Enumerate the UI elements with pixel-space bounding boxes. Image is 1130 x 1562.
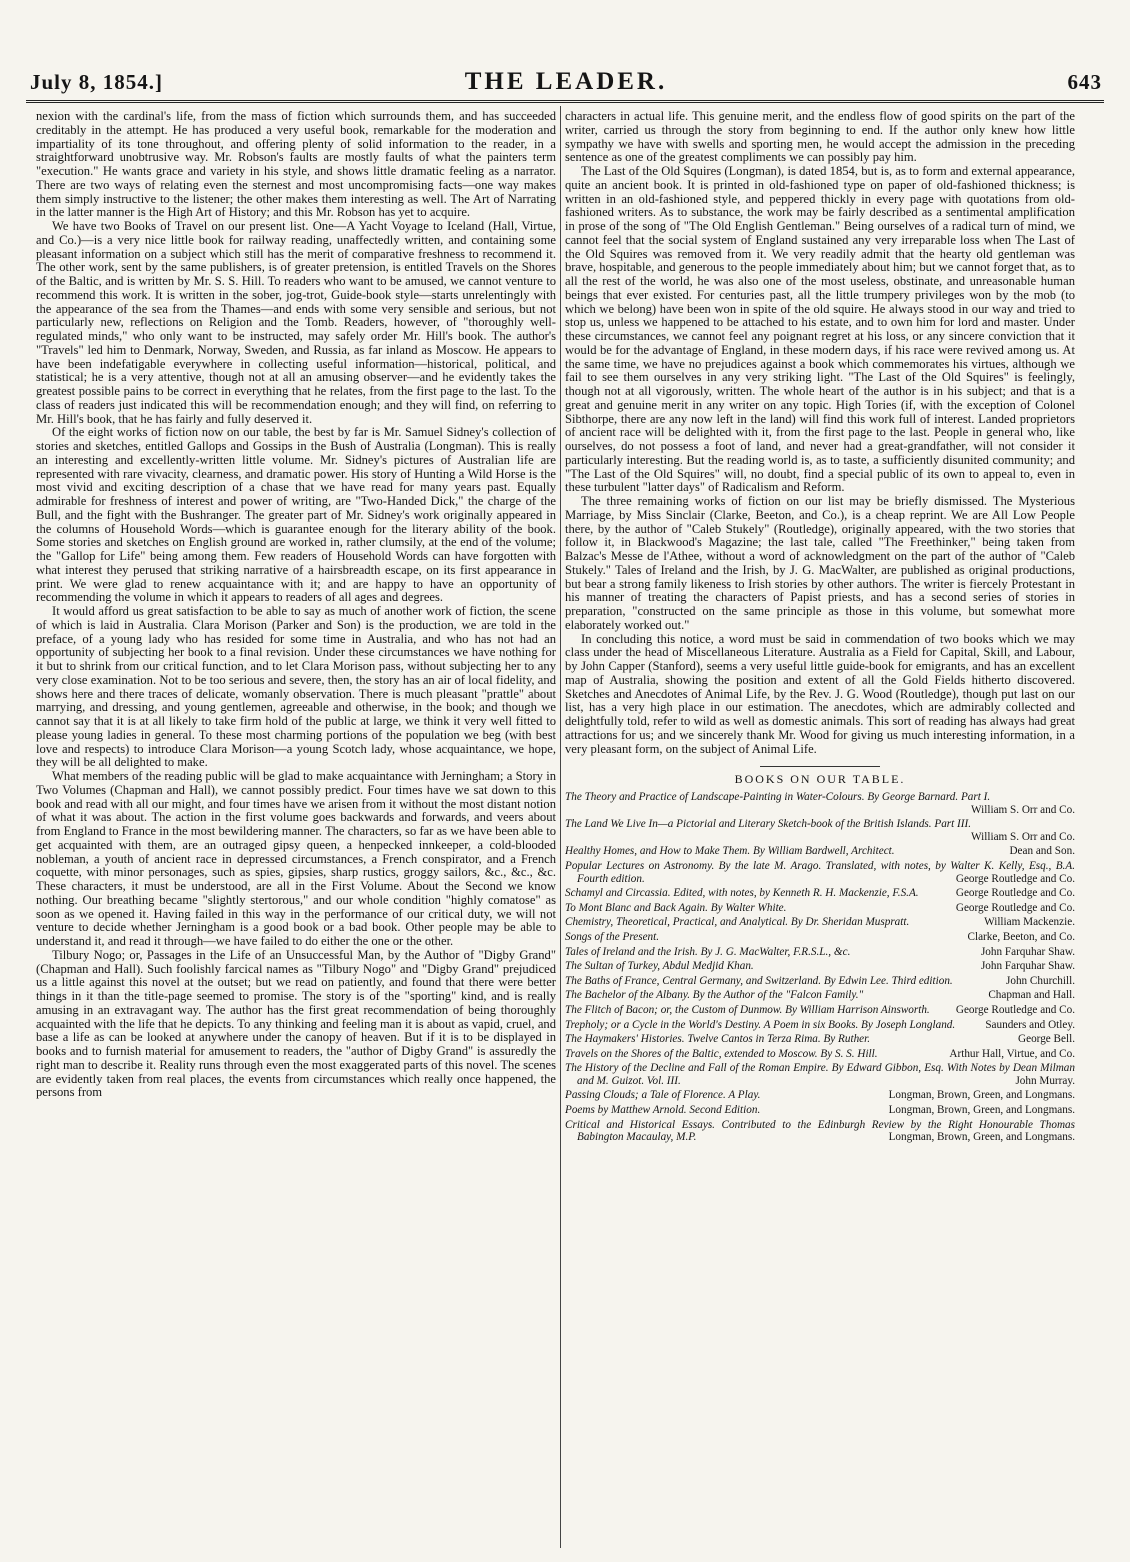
book-list-item: [565, 1019, 1075, 1032]
book-list-item: [565, 946, 1075, 959]
book-publisher: Longman, Brown, Green, and Longmans.: [888, 1131, 1075, 1144]
book-entry: Trepholy; or a Cycle in the World's Destiny. A Poem in six Books. By Joseph Longland.: [565, 1018, 956, 1031]
book-list-item: [565, 1048, 1075, 1061]
review-paragraph: Of the eight works of fiction now on our table, the best by far is Mr. Samuel Sidney's collection of stories and sketches, entitled Gallops and Gossips in the Bush of Australia (Longman). This is really an interesting and excellently-written little volume. Mr. Sidney's pictures of Australian life are represented with rare vivacity, clearness, and dramatic power. His story of Hunting a Wild Horse is the most vivid and exciting description of a chase that we have read for many years past. Equally admirable for freshness of interest and power of writing, are "Two-Handed Dick," the charge of the Bull, and the fight with the Bushranger. The greater part of Mr. Sidney's work originally appeared in the columns of Household Words—which is guarantee enough for the literary ability of the book. Some stories and sketches on English ground are worked in, rather clumsily, at the end of the volume; the "Gallop for Life" being among them. Few readers of Household Words can have forgotten with what interest they perused that striking narrative of a hairsbreadth escape, on its first appearance in print. We were glad to renew acquaintance with it; and are happy to have an opportunity of recommending the volume in which it appears to readers of all ages and degrees.: [36, 425, 556, 605]
book-publisher: Longman, Brown, Green, and Longmans.: [888, 1104, 1075, 1117]
book-entry: The History of the Decline and Fall of the Roman Empire. By Edward Gibbon, Esq. With Notes by Dean Milman and M. Guizot. Vol. III.: [565, 1062, 1075, 1087]
book-publisher: George Routledge and Co.: [955, 901, 1075, 914]
book-entry: The Theory and Practice of Landscape-Painting in Water-Colours. By George Barnard. Part I.: [565, 791, 991, 803]
review-paragraph: The Last of the Old Squires (Longman), is dated 1854, but is, as to form and external appearance, quite an ancient book. It is printed in old-fashioned type on paper of old-fashioned thickness; is written in an old-fashioned style, and peppered thickly in every page with quotations from old-fashioned writers. As to substance, the work may be fairly described as a sentimental amplification in prose of the song of "The Old English Gentleman." Being ourselves of a radical turn of mind, we cannot feel that the social system of England sustained any very irreparable loss when The Last of the Old Squires was removed from it. We very readily admit that the hearty old gentleman was brave, hospitable, and generous to the people immediately about him; but we cannot forget that, as to all the rest of the world, he was also one of the most useless, obstinate, and unreasonable human beings that ever existed. For centuries past, all the little trumpery privileges won by the mob (to which we belong) have been won in spite of the old squire. He always stood in our way and tried to stop us, unless we happened to be attached to his estate, and to own him for lord and master. Under these circumstances, we cannot feel any poignant regret at his loss, or any sincere conviction that it would be for the advantage of England, in these modern days, if his race were revived among us. At the same time, we have no prejudices against a book which commemorates his virtues, although we fail to see them ourselves in any very striking light. "The Last of the Old Squires" is feelingly, though not at all vigorously, written. The whole heart of the author is in his subject; and that is a great and genuine merit in any writer on any topic. High Tories (if, with the exception of Colonel Sibthorpe, there are any now left in the land) will find this work full of interest. Landed proprietors of ancient race will be delighted with it, from the first page to the last. People in general who, like ourselves, do not possess a foot of land, and never had a great-grandfather, will not consider it particularly interesting. But the reading world is, as to taste, a sufficiently disunited community; and "The Last of the Old Squires" will, no doubt, find a special public of its own to appeal to, even in these turbulent "latter days" of Radicalism and Reform.: [565, 164, 1075, 495]
book-list-item: [565, 989, 1075, 1002]
book-list-item: [565, 916, 1075, 929]
review-paragraph: We have two Books of Travel on our present list. One—A Yacht Voyage to Iceland (Hall, Virtue, and Co.)—is a very nice little book for railway reading, unaffectedly written, and containing some pleasant information on a subject which still has the merit of comparative freshness to recommend it. The other work, sent by the same publishers, is of greater pretension, is entitled Travels on the Shores of the Baltic, and is written by Mr. S. S. Hill. To readers who want to be amused, we cannot venture to recommend this work. It is written in the sober, jog-trot, Guide-book style—starts unrelentingly with the appearance of the sea from the Thames—and ends with some very sensible and serious, but not particularly new, reflections on Religion and the Tomb. Readers, however, of "thoroughly well-regulated minds," who only want to be instructed, may safely order Mr. Hill's book. The author's "Travels" led him to Denmark, Norway, Sweden, and Russia, as far inland as Moscow. He appears to have been indefatigable everywhere in collecting useful information—historical, political, and statistical; he is a very attentive, though not at all an amusing observer—and he evidently takes the greatest possible pains to be correct in everything that he relates, from the first page to the last. To the class of readers just indicated this will be recommendation enough; and they will find, on referring to Mr. Hill's book, that he has fairly and fully deserved it.: [36, 219, 556, 426]
book-list-item: [565, 960, 1075, 973]
masthead: [30, 70, 1102, 100]
book-entry: Healthy Homes, and How to Make Them. By William Bardwell, Architect.: [565, 845, 895, 858]
review-paragraph: characters in actual life. This genuine merit, and the endless flow of good spirits on the part of the writer, carried us through the story from beginning to end. If the author only knew how little sympathy we have with swells and sporting men, he would accept the admission in the preceding sentence as one of the greatest compliments we can possibly pay him.: [565, 110, 1075, 165]
books-section-heading: BOOKS ON OUR TABLE.: [734, 772, 906, 787]
book-entry: The Baths of France, Central Germany, and Switzerland. By Edwin Lee. Third edition.: [565, 974, 953, 987]
book-publisher: Arthur Hall, Virtue, and Co.: [949, 1047, 1075, 1060]
book-publisher: William Mackenzie.: [984, 916, 1075, 929]
book-entry: The Land We Live In—a Pictorial and Literary Sketch-book of the British Islands. Part III.: [565, 818, 972, 831]
book-entry: The Flitch of Bacon; or, the Custom of Dunmow. By William Harrison Ainsworth.: [565, 1003, 930, 1016]
review-paragraph: What members of the reading public will be glad to make acquaintance with Jerningham; a Story in Two Volumes (Chapman and Hall), we cannot possibly predict. Four times have we sat down to this book and read with all our might, and four times have we arisen from it without the most distant notion of what it was about. The action in the first volume goes backwards and forwards, and veers about from England to France in the most bewildering manner. The characters, so far as we have been able to get acquainted with them, are an outraged gipsy queen, a henpecked innkeeper, a cold-blooded nobleman, a youth of ancient race in depressed circumstances, a French conspirator, and a French coquette, with minor personages, such as spies, gipsies, sharp rustics, groggy sailors, &c., &c., &c. These characters, it must be understood, are all in the First Volume. About the Second we know nothing. Our breathing became "slightly stertorous," and our whole condition "highly comatose" as soon as we opened it. Having failed in this way in the performance of our critical duty, we will not venture to decide whether Jerningham is a good book or a bad book. Other people may be able to understand it, and read it through—we have failed to do either the one or the other.: [36, 769, 556, 948]
book-entry: The Sultan of Turkey, Abdul Medjid Khan.: [565, 960, 754, 973]
book-list-item: [565, 860, 1075, 885]
book-publisher: Chapman and Hall.: [988, 989, 1075, 1002]
book-publisher: Longman, Brown, Green, and Longmans.: [888, 1089, 1075, 1102]
book-publisher: John Farquhar Shaw.: [980, 960, 1075, 973]
book-publisher: John Farquhar Shaw.: [980, 945, 1075, 958]
book-list-item: [565, 975, 1075, 988]
right-column: [565, 110, 1075, 1548]
book-entry: Schamyl and Circassia. Edited, with notes, by Kenneth R. H. Mackenzie, F.S.A.: [565, 887, 919, 900]
book-entry: To Mont Blanc and Back Again. By Walter White.: [565, 901, 787, 914]
book-entry: Chemistry, Theoretical, Practical, and Analytical. By Dr. Sheridan Muspratt.: [565, 916, 910, 929]
book-list-item: [565, 1104, 1075, 1117]
book-list-item: [565, 791, 1075, 816]
book-list-item: [565, 818, 1075, 843]
review-paragraph: Tilbury Nogo; or, Passages in the Life of an Unsuccessful Man, by the Author of "Digby Grand" (Chapman and Hall). Such foolishly farcical names as "Tilbury Nogo" and "Digby Grand" prejudiced us a little against this novel at the outset; but we read on patiently, and found that there were better things in it than the title-page seemed to promise. The story is of the "sporting" kind, and is really amusing in an extravagant way. The author has the first great recommendation of being thoroughly acquainted with the life that he depicts. To any thinking and feeling man it is about as vapid, cruel, and base a life as can be looked at anywhere under the canopy of heaven. But if it is to be displayed in books and to furnish material for amusement to readers, the "author of Digby Grand" is assuredly the right man to describe it. Reality runs through even the most exaggerated parts of this novel. The scenes are evidently taken from real places, the events from circumstances which really once happened, the persons from: [36, 947, 556, 1100]
review-paragraph: It would afford us great satisfaction to be able to say as much of another work of fiction, the scene of which is laid in Australia. Clara Morison (Parker and Son) is the production, we are told in the preface, of a young lady who has resided for some time in Australia, and who has not had an opportunity of subjecting her book to a final revision. Under these circumstances we have nothing for it but to shrink from our critical function, and to let Clara Morison pass, without subjecting her to any very close examination. Not to be too serious and severe, then, the story has an air of local fidelity, and shows here and there traces of delicate, womanly observation. There is much pleasant "prattle" about marrying, and dressing, and young gentlemen, agreeable and otherwise, in the book; and though we cannot say that it is at all likely to take firm hold of the public at large, we think it very well fitted to please young ladies in general. To these most charming portions of the population we beg (with best love and respects) to introduce Clara Morison—a young Scotch lady, whose acquaintance, we hope, they will be all delighted to make.: [36, 604, 556, 770]
section-rule: [760, 766, 880, 767]
left-column: [36, 110, 556, 1548]
book-entry: The Haymakers' Histories. Twelve Cantos in Terza Rima. By Ruther.: [565, 1033, 871, 1046]
book-entry: Popular Lectures on Astronomy. By the late M. Arago. Translated, with notes, by Walter K. Kelly, Esq., B.A. Fourth edition.: [565, 859, 1075, 885]
review-paragraph: In concluding this notice, a word must be said in commendation of two books which we may class under the head of Miscellaneous Literature. Australia as a Field for Capital, Skill, and Labour, by John Capper (Stanford), seems a very useful little guide-book for emigrants, and has an excellent map of Australia, showing the position and extent of all the Gold Fields hitherto discovered. Sketches and Anecdotes of Animal Life, by the Rev. J. G. Wood (Routledge), though put last on our list, has a very high place in our estimation. The anecdotes, which are admirably collected and delightfully told, refer to wild as well as domestic animals. This sort of reading has always had great attractions for us; and we sincerely thank Mr. Wood for giving us much interesting information, in a very pleasant form, on the subject of Animal Life.: [565, 631, 1075, 756]
book-list-item: [565, 1089, 1075, 1102]
book-entry: Critical and Historical Essays. Contributed to the Edinburgh Review by the Right Honourable Thomas Babington Macaulay, M.P.: [565, 1118, 1075, 1144]
book-list-item: [565, 1062, 1075, 1087]
book-entry: Poems by Matthew Arnold. Second Edition.: [565, 1104, 761, 1117]
book-entry: Songs of the Present.: [565, 930, 660, 943]
book-list-item: [565, 902, 1075, 915]
book-publisher: John Murray.: [1015, 1074, 1075, 1087]
book-list-item: [565, 1004, 1075, 1017]
book-publisher: John Churchill.: [1006, 974, 1075, 987]
book-publisher: Dean and Son.: [1009, 845, 1075, 858]
book-entry: The Bachelor of the Albany. By the Author of the "Falcon Family.": [565, 989, 864, 1002]
book-list-item: [565, 1119, 1075, 1144]
issue-date: July 8, 1854.]: [30, 70, 164, 94]
book-entry: Tales of Ireland and the Irish. By J. G. MacWalter, F.R.S.L., &c.: [565, 945, 851, 958]
book-list-item: [565, 887, 1075, 900]
book-list-item: [565, 931, 1075, 944]
review-paragraph: The three remaining works of fiction on our list may be briefly dismissed. The Mysterious Marriage, by Miss Sinclair (Clarke, Beeton, and Co.), is a cheap reprint. We are All Low People there, by the author of "Caleb Stukely" (Routledge), originally appeared, with the two stories that follow it, in Blackwood's Magazine; the last tale, called "The Freethinker," being taken from Balzac's Messe de l'Athee, without a word of acknowledgment on the part of the author of "Caleb Stukely." Tales of Ireland and the Irish, by J. G. MacWalter, are published as original productions, but bear a strong family likeness to Irish stories by other authors. The writer is fiercely Protestant in his manner of treating the characters of Papist priests, and has a second series of stories in preparation, "constructed on the same principle as those in this volume, but somewhat more elaborately worked out.": [565, 494, 1075, 632]
book-publisher: George Routledge and Co.: [955, 1003, 1075, 1016]
book-publisher: George Bell.: [1018, 1033, 1075, 1046]
book-publisher: George Routledge and Co.: [955, 872, 1075, 885]
book-publisher: George Routledge and Co.: [955, 887, 1075, 900]
book-publisher: William S. Orr and Co.: [971, 803, 1075, 816]
book-entry: Passing Clouds; a Tale of Florence. A Play.: [565, 1089, 761, 1102]
book-publisher: Clarke, Beeton, and Co.: [967, 930, 1075, 943]
book-list-item: [565, 845, 1075, 858]
page-number: 643: [1067, 70, 1102, 94]
book-entry: Travels on the Shores of the Baltic, extended to Moscow. By S. S. Hill.: [565, 1047, 878, 1060]
book-publisher: Saunders and Otley.: [985, 1018, 1075, 1031]
review-paragraph: nexion with the cardinal's life, from the mass of fiction which surrounds them, and has succeeded creditably in the attempt. He has produced a very useful book, remarkable for the moderation and impartiality of its tone throughout, and offering plenty of solid information to the reader, in a straightforward unobtrusive way. Mr. Robson's faults are mostly faults of what the painters term "execution." He wants grace and variety in his style, and shows little dramatic feeling as a narrator. There are two ways of relating even the sternest and most uncompromising facts—one way makes them simply instructive to the listener; the other makes them interesting as well. The Art of Narrating in the latter manner is the High Art of History; and this Mr. Robson has yet to acquire.: [36, 110, 556, 220]
book-list-item: [565, 1033, 1075, 1046]
newspaper-title: THE LEADER.: [464, 68, 668, 95]
column-divider: [560, 106, 561, 1548]
header-rule: [26, 100, 1104, 103]
book-list: [565, 791, 1075, 1144]
book-publisher: William S. Orr and Co.: [971, 830, 1075, 843]
